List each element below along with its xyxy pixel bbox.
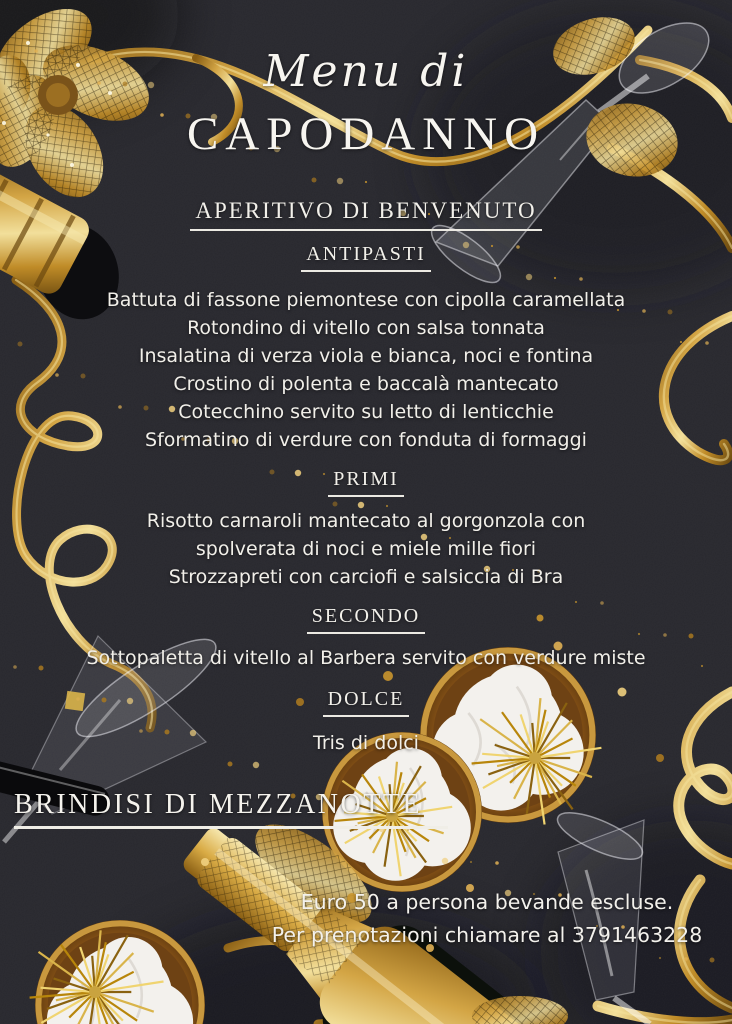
menu-item: Sottopaletta di vitello al Barbera servito con verdure miste [86, 647, 646, 669]
menu-item: Battuta di fassone piemontese con cipolla caramellata [106, 289, 626, 311]
section-heading-secondo [40, 603, 692, 634]
midnight-toast-heading [14, 789, 448, 829]
section-heading-label: APERITIVO DI BENVENUTO [190, 196, 541, 231]
menu-item: Sformatino di verdure con fonduta di formaggi [145, 429, 587, 451]
section-heading-aperitivo [40, 196, 692, 231]
section-heading-label: SECONDO [307, 603, 425, 634]
menu-item: Tris di dolci [313, 732, 419, 754]
section-heading-label: DOLCE [323, 686, 410, 717]
section-heading-label: PRIMI [328, 466, 404, 497]
antipasti-items [40, 286, 692, 454]
menu-content [40, 0, 692, 757]
menu-item: Risotto carnaroli mantecato al gorgonzola con spolverata di noci e miele mille fiori [146, 510, 586, 560]
dolce-items [40, 729, 692, 757]
midnight-toast-label: BRINDISI DI MEZZANOTTE [14, 789, 448, 829]
booking-line: Per prenotazioni chiamare al 3791463228 [271, 923, 703, 947]
menu-item: Crostino di polenta e baccalà mantecato [173, 373, 559, 395]
menu-item: Insalatina di verza viola e bianca, noci e fontina [138, 345, 594, 367]
secondo-items [40, 644, 692, 672]
price-line: Euro 50 a persona bevande escluse. [300, 890, 674, 914]
section-heading-primi [40, 466, 692, 497]
menu-main-title: CAPODANNO [186, 108, 546, 160]
section-heading-antipasti [40, 241, 692, 272]
primi-items [40, 507, 692, 591]
section-heading-label: ANTIPASTI [301, 241, 431, 272]
menu-item: Cotecchino servito su letto di lenticchie [178, 401, 554, 423]
menu-item: Rotondino di vitello con salsa tonnata [187, 317, 545, 339]
menu-item: Strozzapreti con carciofi e salsiccia di Bra [168, 566, 564, 588]
menu-script-title: Menu di [263, 46, 469, 97]
section-heading-dolce [40, 686, 692, 717]
footer-info [246, 886, 728, 952]
